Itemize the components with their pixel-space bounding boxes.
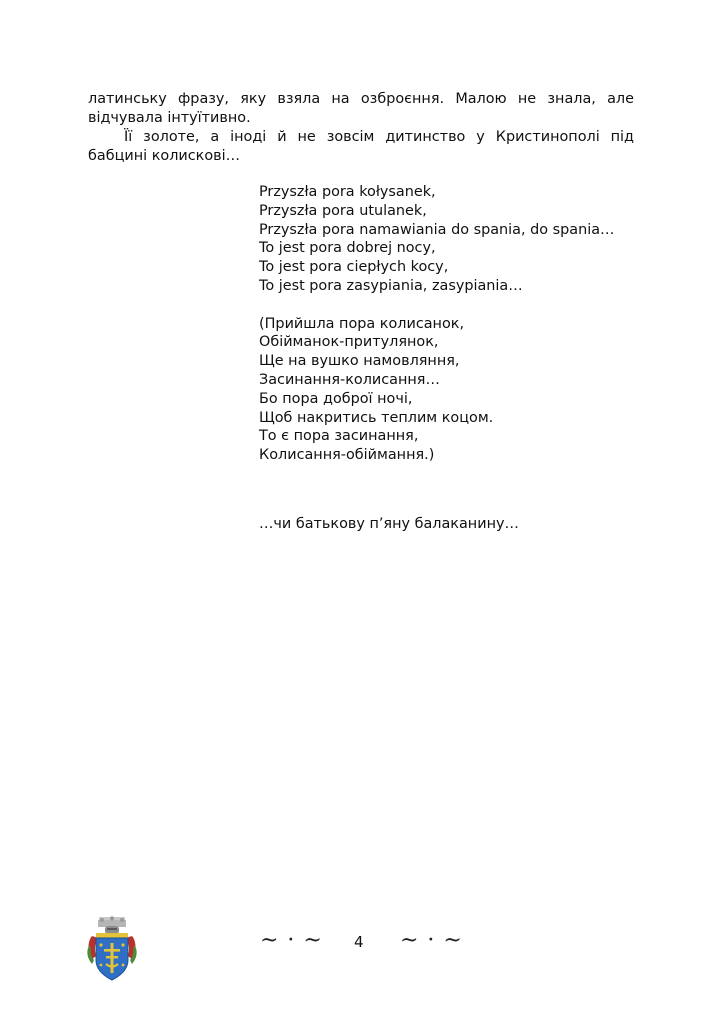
- paragraph-childhood: Її золоте, а іноді й не зовсім дитинство у Кристинополі під бабцині колискові…: [88, 129, 634, 164]
- poem-line: То є пора засинання,: [259, 428, 419, 445]
- coat-of-arms-icon: [86, 916, 138, 982]
- footer-ornament-left: ~ · ~: [260, 928, 323, 953]
- poem-line: To jest pora dobrej nocy,: [259, 240, 436, 257]
- ukrainian-stanza: [259, 315, 699, 465]
- footer-ornament-right: ~ · ~: [400, 928, 463, 953]
- paragraph-continuation: латинську фразу, яку взяла на озброєння. Малою не знала, але відчувала інтуїтивно.: [88, 91, 634, 126]
- page-number: 4: [354, 933, 364, 951]
- page-footer: [0, 926, 722, 986]
- poem-line: (Прийшла пора колисанок,: [259, 315, 465, 332]
- poem-line: Ще на вушко намовляння,: [259, 353, 460, 370]
- poem-line: To jest pora zasypiania, zasypiania…: [259, 277, 523, 294]
- poem-line: Щоб накритись теплим коцом.: [259, 409, 494, 426]
- poem-line: Бо пора доброї ночі,: [259, 390, 413, 407]
- poem-line: Przyszła pora namawiania do spania, do spania…: [259, 221, 615, 238]
- poem-line: Przyszła pora kołysanek,: [259, 184, 436, 200]
- poem-line: To jest pora ciepłych kocy,: [259, 259, 449, 276]
- polish-stanza: [259, 183, 699, 296]
- poem-line: Обійманок-притулянок,: [259, 334, 439, 351]
- lullaby-poem: [259, 183, 699, 484]
- poem-line: Засинання-колисання…: [259, 371, 440, 388]
- closing-line: …чи батькову п’яну балаканину…: [259, 516, 519, 532]
- body-text: [88, 90, 634, 166]
- poem-line: Przyszła pora utulanek,: [259, 202, 427, 219]
- poem-line: Колисання-обіймання.): [259, 447, 435, 464]
